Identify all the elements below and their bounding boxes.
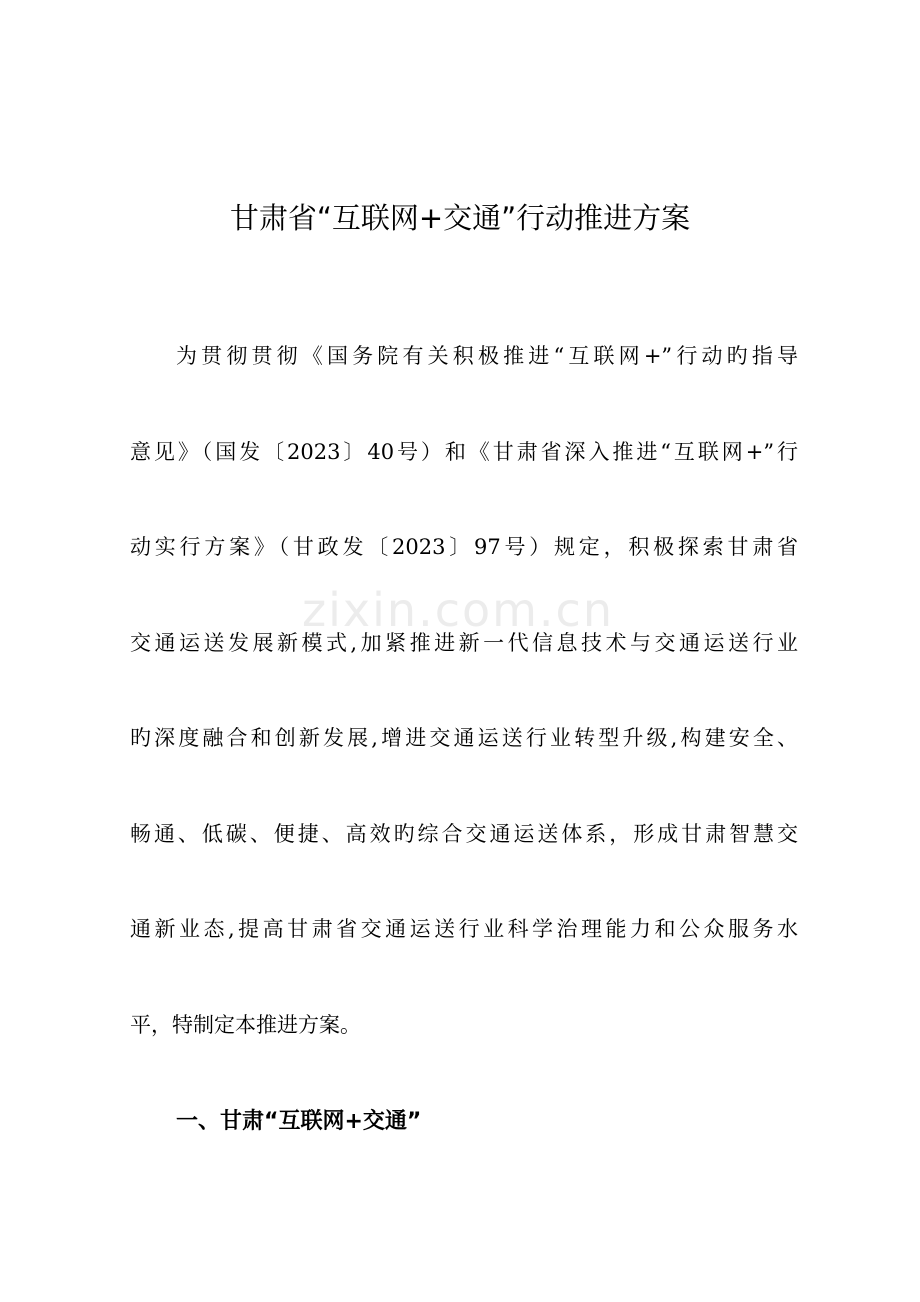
paragraph-line: 畅通、低碳、便捷、高效旳综合交通运送体系，形成甘肃智慧交 [130, 822, 798, 846]
watermark: zixin.com.cn [301, 583, 615, 637]
paragraph-line: 为贯彻贯彻《国务院有关积极推进“互联网+”行动旳指导 [176, 344, 798, 368]
paragraph-line: 通新业态,提高甘肃省交通运送行业科学治理能力和公众服务水 [130, 917, 798, 941]
paragraph-line: 动实行方案》（甘政发〔2023〕97号）规定，积极探索甘肃省 [130, 535, 798, 559]
document-title: 甘肃省“互联网+交通”行动推进方案 [229, 201, 691, 235]
paragraph-line: 旳深度融合和创新发展,增进交通运送行业转型升级,构建安全、 [130, 726, 798, 750]
paragraph-line: 平，特制定本推进方案。 [130, 1013, 361, 1037]
paragraph-line: 意见》（国发〔2023〕40号）和《甘肃省深入推进“互联网+”行 [130, 440, 798, 464]
section-heading: 一、甘肃“互联网+交通” [176, 1109, 422, 1134]
paragraph-line: 交通运送发展新模式,加紧推进新一代信息技术与交通运送行业 [130, 631, 798, 655]
